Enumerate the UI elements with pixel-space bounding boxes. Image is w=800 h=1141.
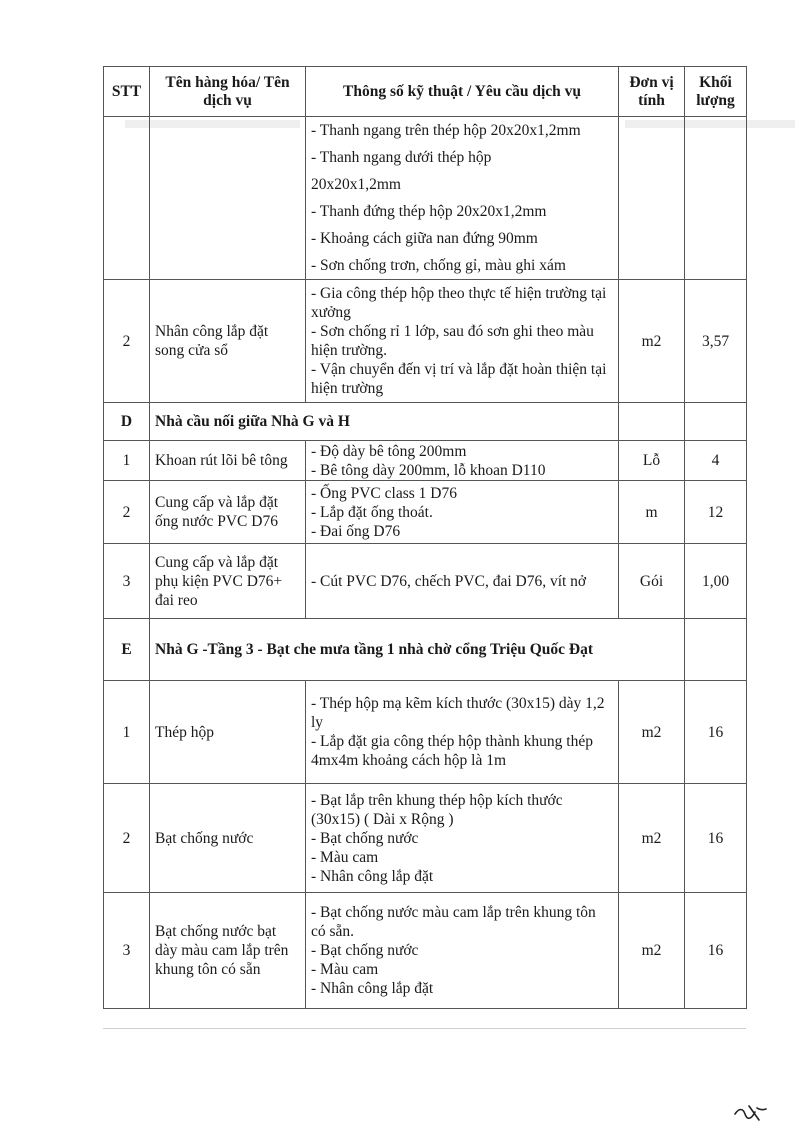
cell-spec xyxy=(306,280,619,403)
table-row xyxy=(104,544,747,619)
cell-unit: m2 xyxy=(619,784,685,893)
spec-line: - Bạt lắp trên khung thép hộp kích thước (30x15) ( Dài x Rộng ) xyxy=(311,791,563,828)
cell-qty: 16 xyxy=(685,784,747,893)
cell-spec xyxy=(306,681,619,784)
cell-stt: 3 xyxy=(104,893,150,1009)
table-row xyxy=(104,681,747,784)
cell-qty xyxy=(685,619,747,681)
cell-name: Bạt chống nước xyxy=(150,784,306,893)
cell-stt: 1 xyxy=(104,681,150,784)
cell-unit: m2 xyxy=(619,893,685,1009)
header-qty: Khối lượng xyxy=(685,67,747,117)
cell-unit: m xyxy=(619,481,685,544)
spec-line: - Thép hộp mạ kẽm kích thước (30x15) dày 1,2 ly xyxy=(311,695,605,731)
cell-name: Cung cấp và lắp đặt ống nước PVC D76 xyxy=(150,481,306,544)
header-stt: STT xyxy=(104,67,150,117)
table-header-row xyxy=(104,67,747,117)
specification-table xyxy=(103,66,747,1009)
table-row xyxy=(104,893,747,1009)
cell-unit: Lỗ xyxy=(619,441,685,481)
table-row xyxy=(104,441,747,481)
spec-line: - Bê tông dày 200mm, lỗ khoan D110 xyxy=(311,461,546,479)
table-row xyxy=(104,280,747,403)
cell-qty: 12 xyxy=(685,481,747,544)
cell-name xyxy=(150,117,306,280)
spec-line: - Màu cam xyxy=(311,961,379,978)
cell-name: Thép hộp xyxy=(150,681,306,784)
cell-unit xyxy=(619,403,685,441)
cell-name: Nhân công lắp đặt song cửa sổ xyxy=(150,280,306,403)
cell-qty xyxy=(685,117,747,280)
table-row-continued xyxy=(104,117,747,280)
cell-name: Cung cấp và lắp đặt phụ kiện PVC D76+ đai reo xyxy=(150,544,306,619)
spec-line: - Nhân công lắp đặt xyxy=(311,980,434,997)
cell-spec xyxy=(306,544,619,619)
cell-unit xyxy=(619,117,685,280)
cell-spec xyxy=(306,784,619,893)
footer-divider xyxy=(103,1028,746,1029)
spec-line: - Thanh ngang dưới thép hộp xyxy=(311,149,492,166)
spec-line: - Sơn chống rỉ 1 lớp, sau đó sơn ghi theo màu hiện trường. xyxy=(311,323,594,359)
cell-stt xyxy=(104,117,150,280)
cell-stt: 1 xyxy=(104,441,150,481)
section-title: Nhà cầu nối giữa Nhà G và H xyxy=(150,403,619,441)
spec-line: - Màu cam xyxy=(311,848,379,866)
cell-unit: m2 xyxy=(619,681,685,784)
cell-name: Khoan rút lõi bê tông xyxy=(150,441,306,481)
spec-line: - Thanh ngang trên thép hộp 20x20x1,2mm xyxy=(311,122,581,139)
cell-unit: Gói xyxy=(619,544,685,619)
cell-qty: 16 xyxy=(685,893,747,1009)
spec-line: - Sơn chống trơn, chống gỉ, màu ghi xám xyxy=(311,257,566,274)
section-code: D xyxy=(104,403,150,441)
spec-line: - Đai ống D76 xyxy=(311,522,401,540)
cell-qty: 3,57 xyxy=(685,280,747,403)
cell-spec xyxy=(306,893,619,1009)
spec-line: - Bạt chống nước xyxy=(311,942,419,959)
cell-qty xyxy=(685,403,747,441)
cell-unit: m2 xyxy=(619,280,685,403)
header-unit: Đơn vị tính xyxy=(619,67,685,117)
cell-name: Bạt chống nước bạt dày màu cam lắp trên khung tôn có sẵn xyxy=(150,893,306,1009)
handwritten-initial-mark xyxy=(733,1100,767,1124)
spec-line: - Độ dày bê tông 200mm xyxy=(311,442,467,460)
cell-qty: 4 xyxy=(685,441,747,481)
section-row-e xyxy=(104,619,747,681)
cell-qty: 1,00 xyxy=(685,544,747,619)
spec-line: - Lắp đặt gia công thép hộp thành khung thép 4mx4m khoảng cách hộp là 1m xyxy=(311,733,593,769)
section-code: E xyxy=(104,619,150,681)
cell-spec xyxy=(306,117,619,280)
cell-stt: 2 xyxy=(104,280,150,403)
cell-stt: 2 xyxy=(104,481,150,544)
spec-line: - Gia công thép hộp theo thực tế hiện trường tại xưởng xyxy=(311,285,607,321)
spec-line: - Bạt chống nước màu cam lắp trên khung tôn có sẵn. xyxy=(311,904,596,940)
spec-line: - Vận chuyển đến vị trí và lắp đặt hoàn thiện tại hiện trường xyxy=(311,361,607,397)
spec-line: - Nhân công lắp đặt xyxy=(311,867,434,885)
spec-line: - Thanh đứng thép hộp 20x20x1,2mm xyxy=(311,203,547,220)
spec-line: - Bạt chống nước xyxy=(311,829,419,847)
header-spec: Thông số kỹ thuật / Yêu cầu dịch vụ xyxy=(306,67,619,117)
cell-qty: 16 xyxy=(685,681,747,784)
spec-line: - Cút PVC D76, chếch PVC, đai D76, vít nở xyxy=(311,572,587,590)
table-row xyxy=(104,784,747,893)
section-row-d xyxy=(104,403,747,441)
spec-line: - Lắp đặt ống thoát. xyxy=(311,503,433,521)
spec-line: - Khoảng cách giữa nan đứng 90mm xyxy=(311,230,538,247)
spec-line: 20x20x1,2mm xyxy=(311,176,401,193)
cell-spec xyxy=(306,441,619,481)
cell-stt: 2 xyxy=(104,784,150,893)
spec-line: - Ống PVC class 1 D76 xyxy=(311,484,457,502)
cell-stt: 3 xyxy=(104,544,150,619)
section-title: Nhà G -Tầng 3 - Bạt che mưa tầng 1 nhà chờ cổng Triệu Quốc Đạt xyxy=(150,619,685,681)
cell-spec xyxy=(306,481,619,544)
header-name: Tên hàng hóa/ Tên dịch vụ xyxy=(150,67,306,117)
table-row xyxy=(104,481,747,544)
